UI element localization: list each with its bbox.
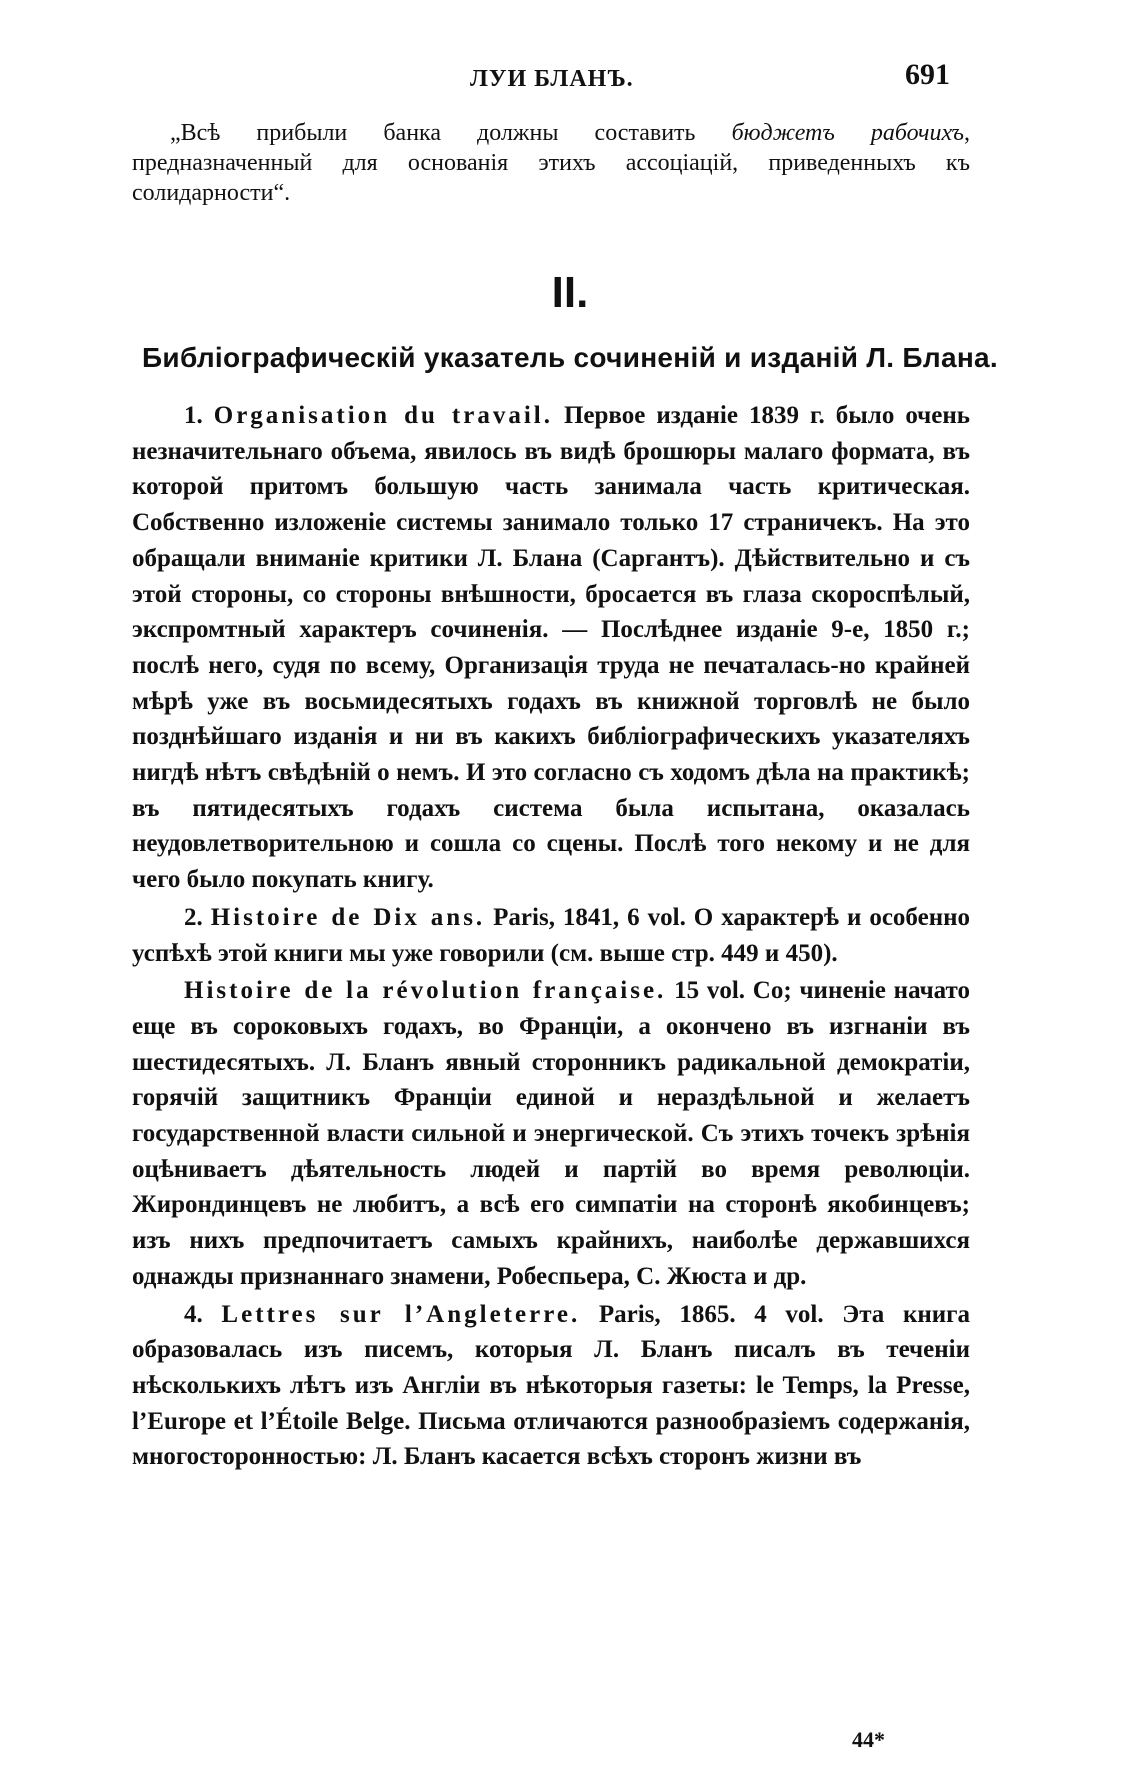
bibliography-entry [132, 973, 970, 1294]
entry-text: Первое изданіе 1839 г. было очень незначительнаго объема, явилось въ видѣ брошюры малаго формата, въ которой притомъ большую часть занимала часть критическая. Собственно изложеніе системы занимало только 17 страничекъ. На это обращали вниманіе критики Л. Блана (Саргантъ). Дѣйствительно и съ этой стороны, со стороны внѣшности, бросается въ глаза скороспѣлый, экспромтный характеръ сочиненія. — Послѣднее изданіе 9-е, 1850 г.; послѣ него, судя по всему, Организація труда не печаталась-но крайней мѣрѣ уже въ восьмидесятыхъ годахъ въ книжной торговлѣ не было позднѣйшаго изданія и ни въ какихъ библіографическихъ указателяхъ нигдѣ нѣтъ свѣдѣній о немъ. И это согласно съ ходомъ дѣла на практикѣ; въ пятидесятыхъ годахъ система была испытана, оказалась неудовлетворительною и сошла со сцены. Послѣ того некому и не для чего было покупать книгу. [132, 402, 971, 894]
bibliography-entry [132, 900, 970, 971]
quote-emphasis: бюджетъ рабочихъ [731, 120, 964, 146]
entry-number: 4. [184, 1300, 222, 1328]
entry-text: 15 vol. Со; чиненіе начато еще въ сороковыхъ годахъ, во Франціи, а окончено въ изгнаніи въ шестидесятыхъ. Л. Бланъ явный сторонникъ радикальной демократіи, горячій защитникъ Франціи единой и нераздѣльной и желаетъ государственной власти сильной и энергической. Съ этихъ точекъ зрѣнія оцѣниваетъ дѣятельность людей и партій во время революціи. Жирондинцевъ не любитъ, а всѣ его симпатіи на сторонѣ якобинцевъ; изъ нихъ предпочитаетъ самыхъ крайнихъ, наиболѣе державшихся однажды признаннаго знамени, Робеспьера, С. Жюста и др. [132, 977, 970, 1290]
quote-text-end: , предназначенный для основанія этихъ ассоціацій, приведенныхъ къ солидарности“. [132, 120, 970, 206]
section-title: Библіографическій указатель сочиненій и изданій Л. Блана. [142, 342, 998, 373]
bibliography-entry [132, 1297, 970, 1476]
entry-number: 1. [184, 402, 214, 429]
quote-paragraph [132, 118, 970, 208]
entry-text: Paris, 1865. 4 vol. Эта книга образовалась изъ писемъ, которыя Л. Бланъ писалъ въ теченіи нѣсколькихъ лѣтъ изъ Англіи въ нѣкоторыя газеты: le Temps, la Presse, l’Europe et l’Étoile Belge. Письма отличаются разнообразіемъ содержанія, многосторонностью: Л. Бланъ касается всѣхъ сторонъ жизни въ [132, 1300, 971, 1471]
entry-title: Histoire de Dix ans. [210, 903, 486, 931]
bibliography-entry [132, 398, 970, 898]
section-number: II. [551, 268, 589, 317]
entry-number: 2. [184, 903, 211, 931]
entry-title: Histoire de la révolution française. [184, 977, 667, 1005]
quote-text [132, 118, 970, 208]
entry-title: Lettres sur l’Angleterre. [221, 1300, 581, 1328]
running-title: ЛУИ БЛАНЪ. [470, 66, 634, 92]
quote-text-start: „Всѣ прибыли банка должны составить [170, 120, 732, 146]
page-number: 691 [905, 58, 950, 91]
entry-title: Organisation du travail. [213, 402, 553, 429]
signature-mark: 44* [852, 1727, 885, 1752]
bibliography-body [132, 398, 970, 1475]
entry-text: Paris, 1841, 6 vol. О характерѣ и особенно успѣхѣ этой книги мы уже говорили (см. выше стр. 449 и 450). [132, 903, 971, 967]
running-head [0, 58, 1140, 98]
